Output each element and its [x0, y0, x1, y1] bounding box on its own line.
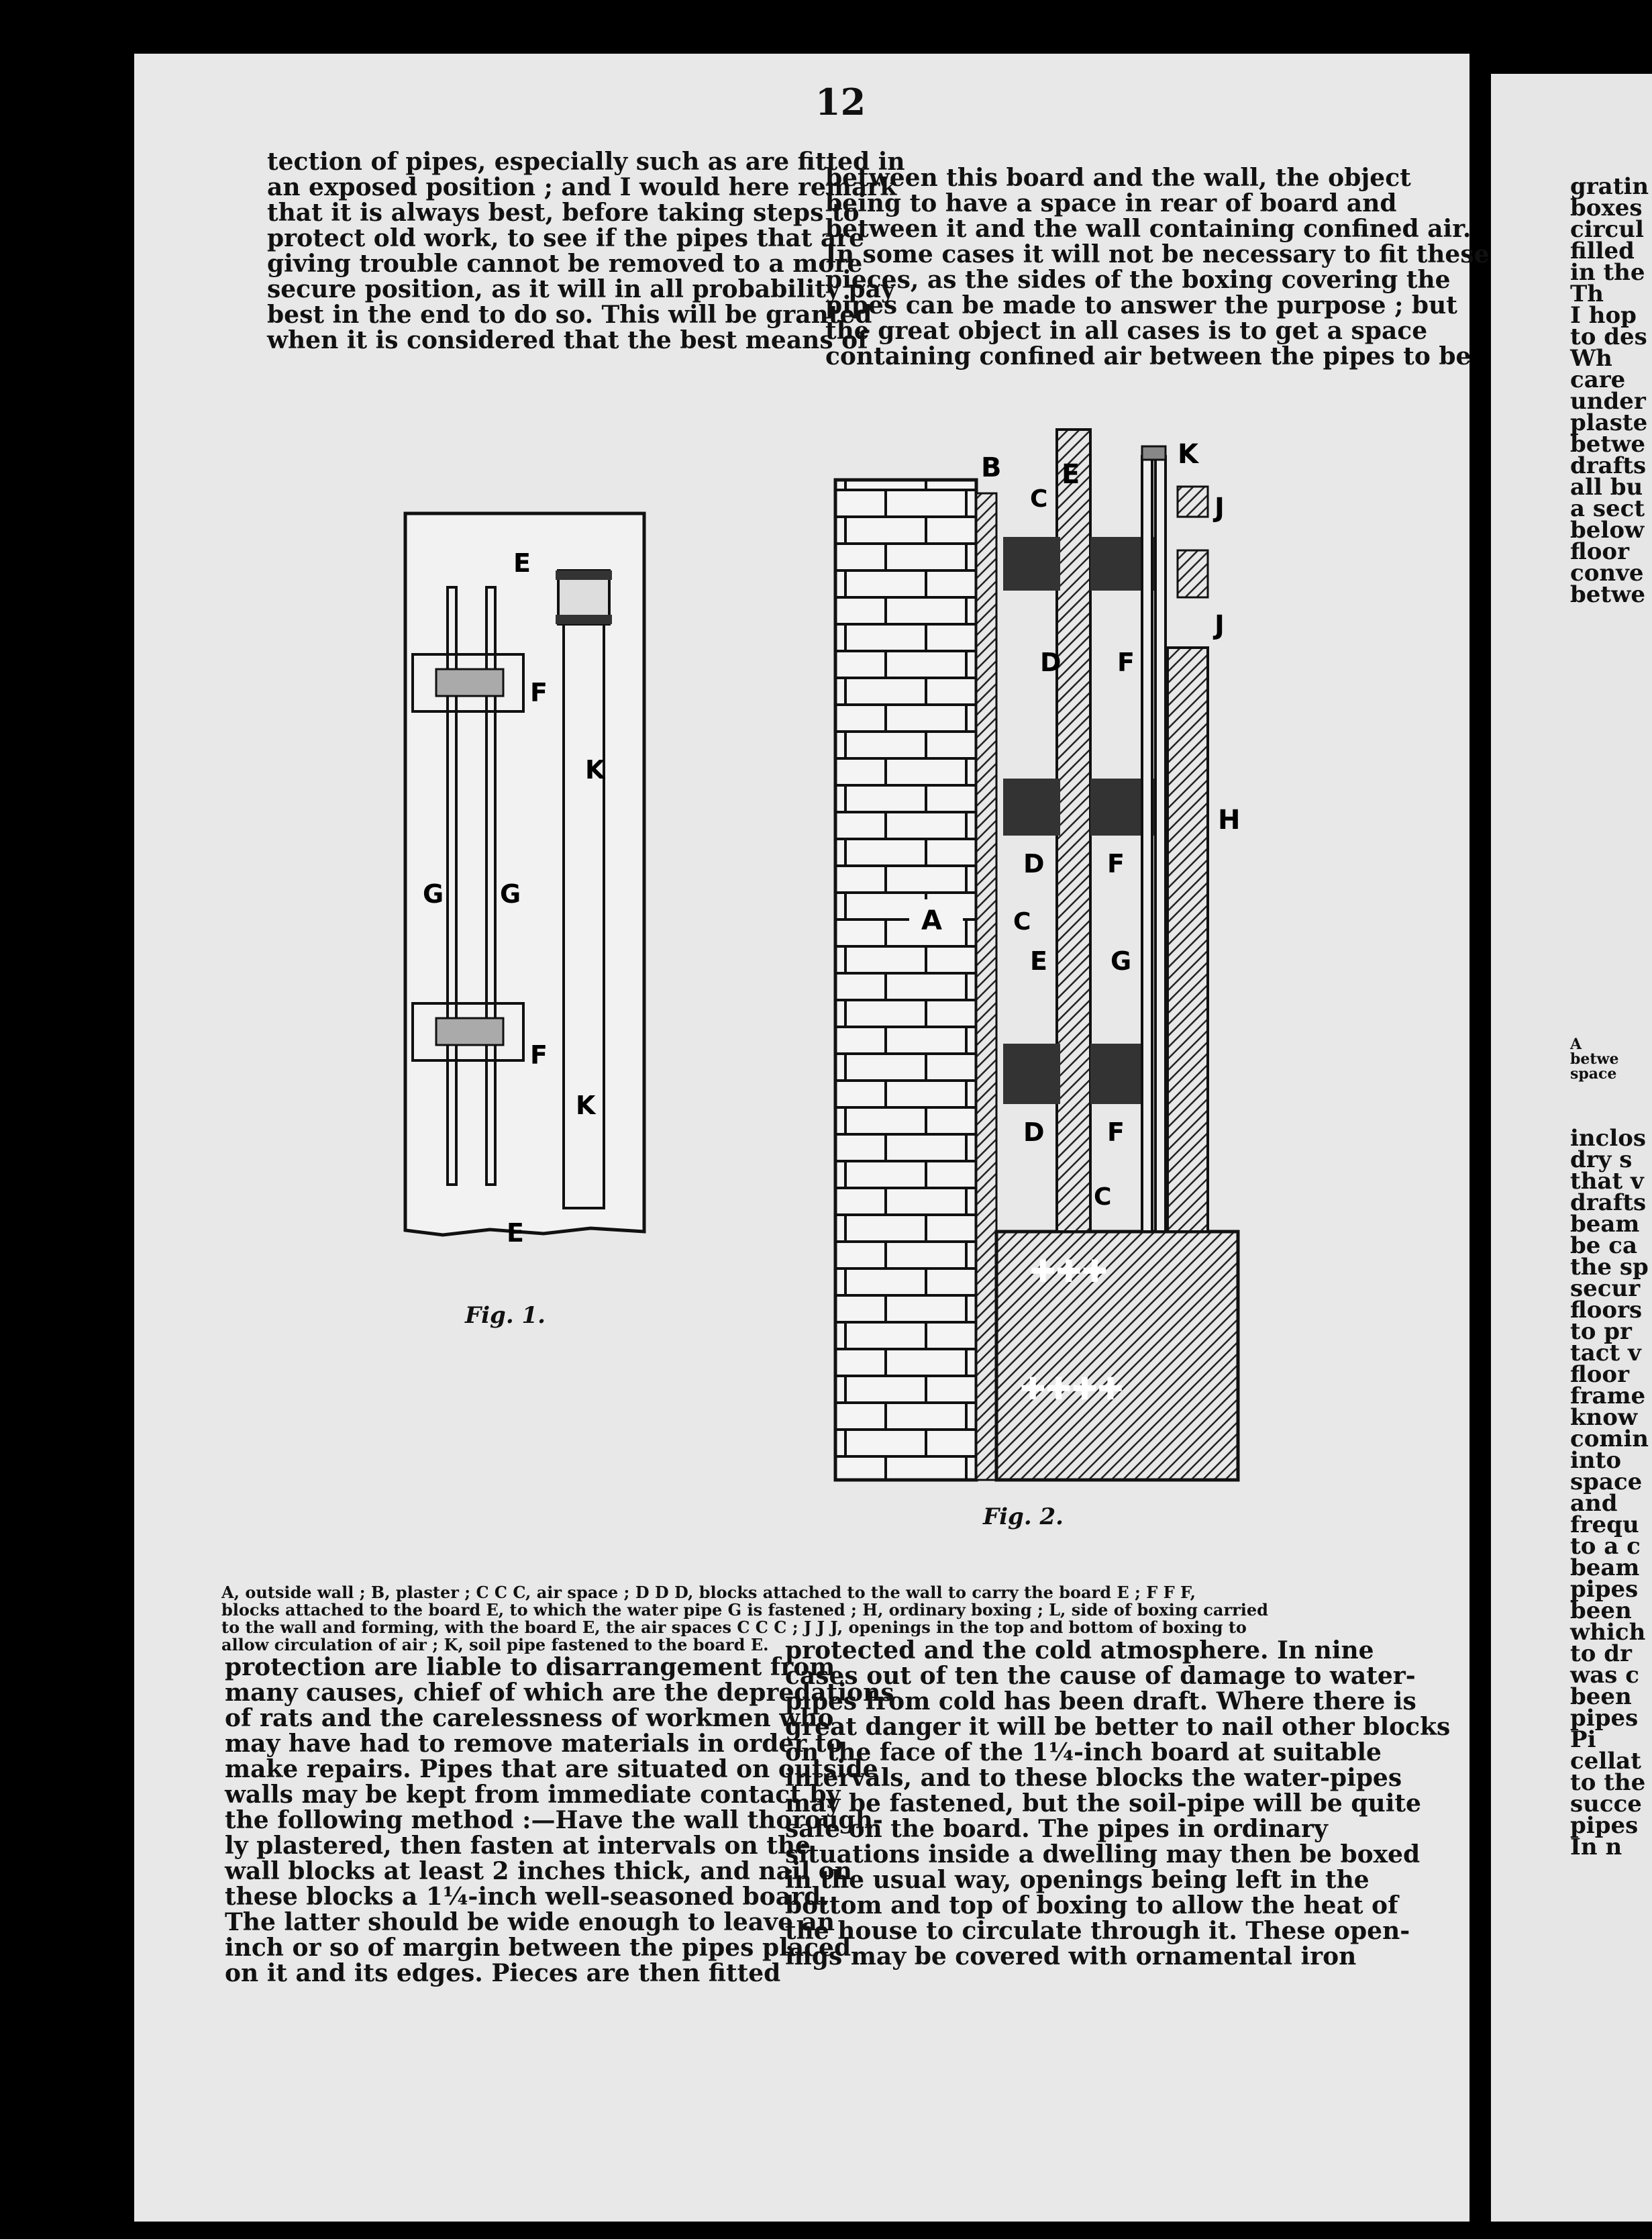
adjacent-bottom-line: to a c [1570, 1533, 1641, 1560]
fig2-label-a: A [921, 905, 942, 936]
adjacent-bottom-line: tact v [1570, 1340, 1641, 1366]
top-left-line: secure position, as it will in all probability pay [267, 275, 895, 303]
bottom-right-line: protected and the cold atmosphere. In nine [785, 1636, 1374, 1664]
figure-2-caption: Fig. 2. [983, 1503, 1064, 1530]
fig1-label-f-lower: F [530, 1040, 548, 1070]
adjacent-bottom-line: secur [1570, 1275, 1641, 1302]
figure-2-diagram [825, 409, 1261, 1483]
adjacent-bottom-line: been [1570, 1683, 1632, 1710]
page-number: 12 [815, 81, 866, 123]
adjacent-top-line: below [1570, 517, 1645, 544]
top-right-line: containing confined air between the pipes to be [825, 342, 1472, 370]
adjacent-bottom-line: that v [1570, 1168, 1644, 1195]
fig2-label-c-bottom: C [1094, 1183, 1112, 1211]
fig1-label-f-upper: F [530, 678, 548, 707]
adjacent-page-text-mid [1570, 1037, 1637, 1081]
adjacent-top-line: filled [1570, 238, 1635, 264]
top-right-line: In some cases it will not be necessary to fit these [825, 240, 1490, 268]
adjacent-bottom-line: to pr [1570, 1318, 1632, 1345]
adjacent-bottom-line: space [1570, 1469, 1643, 1495]
adjacent-bottom-line: cellat [1570, 1748, 1641, 1775]
fig1-label-g-right: G [500, 879, 521, 909]
adjacent-bottom-line: the sp [1570, 1254, 1649, 1281]
top-left-line: best in the end to do so. This will be granted [267, 301, 872, 329]
adjacent-bottom-line: been [1570, 1597, 1632, 1624]
adjacent-top-line: a sect [1570, 495, 1645, 522]
top-right-line: the great object in all cases is to get a space [825, 317, 1428, 345]
adjacent-bottom-line: dry s [1570, 1146, 1633, 1173]
bottom-left-line: make repairs. Pipes that are situated on outside [225, 1755, 878, 1783]
legend-line: A, outside wall ; B, plaster ; C C C, air space ; D D D, blocks attached to the wall to carry the board E ; F F F, [221, 1583, 1196, 1602]
legend-line: allow circulation of air ; K, soil pipe fastened to the board E. [221, 1635, 769, 1654]
fig2-label-e-mid: E [1030, 946, 1047, 976]
adjacent-top-line: boxes [1570, 195, 1643, 221]
adjacent-top-line: under [1570, 388, 1646, 415]
adjacent-top-line: in the [1570, 259, 1645, 286]
adjacent-bottom-line: pipes [1570, 1705, 1639, 1732]
fig2-label-f-2: F [1107, 849, 1125, 879]
fig2-label-d-3: D [1023, 1117, 1045, 1147]
adjacent-bottom-line: beam [1570, 1554, 1640, 1581]
adjacent-top-line: conve [1570, 560, 1644, 587]
adjacent-bottom-line: floors [1570, 1297, 1643, 1324]
adjacent-bottom-line: know [1570, 1404, 1638, 1431]
top-left-line: when it is considered that the best means of [267, 326, 868, 354]
fig2-label-k: K [1178, 439, 1198, 470]
adjacent-bottom-line: be ca [1570, 1232, 1637, 1259]
bottom-left-line: of rats and the carelessness of workmen who [225, 1704, 834, 1732]
adjacent-top-line: betwe [1570, 431, 1646, 458]
adjacent-top-line: drafts [1570, 452, 1647, 479]
bottom-right-line: ings may be covered with ornamental iron [785, 1942, 1357, 1971]
top-right-column [825, 164, 1490, 370]
adjacent-bottom-line: and [1570, 1490, 1618, 1517]
fig2-label-d-1: D [1040, 648, 1062, 677]
bottom-left-line: may have had to remove materials in order to [225, 1730, 843, 1758]
fig1-label-k-lower: K [576, 1091, 596, 1120]
adjacent-top-line: I hop [1570, 302, 1637, 329]
bottom-left-line: the following method :—Have the wall thorough- [225, 1806, 883, 1834]
top-left-line: an exposed position ; and I would here remark [267, 173, 897, 201]
bottom-left-line: protection are liable to disarrangement from [225, 1653, 835, 1681]
bottom-right-line: great danger it will be better to nail other blocks [785, 1713, 1451, 1741]
bottom-left-line: inch or so of margin between the pipes placed [225, 1934, 851, 1962]
adjacent-page-text-top [1570, 173, 1649, 608]
adjacent-bottom-line: drafts [1570, 1189, 1647, 1216]
bottom-left-line: wall blocks at least 2 inches thick, and nail on [225, 1857, 852, 1885]
fig2-label-g: G [1111, 946, 1132, 976]
bottom-right-line: safe on the board. The pipes in ordinary [785, 1815, 1328, 1843]
adjacent-bottom-line: to the [1570, 1769, 1646, 1796]
adjacent-top-line: to des [1570, 324, 1647, 350]
fig2-label-c-mid: C [1013, 908, 1031, 936]
adjacent-bottom-line: to dr [1570, 1640, 1632, 1667]
fig1-label-e-top: E [513, 548, 531, 578]
fig2-label-d-2: D [1023, 849, 1045, 879]
top-left-line: that it is always best, before taking steps to [267, 199, 860, 227]
adjacent-mid-line: space [1570, 1065, 1617, 1083]
fig2-label-b: B [981, 452, 1002, 483]
top-right-line: being to have a space in rear of board and [825, 189, 1397, 217]
fig2-label-e-top: E [1062, 459, 1080, 490]
adjacent-bottom-line: beam [1570, 1211, 1640, 1238]
bottom-right-line: intervals, and to these blocks the water-pipes [785, 1764, 1402, 1792]
bottom-left-line: these blocks a 1¼-inch well-seasoned board. [225, 1883, 829, 1911]
fig1-label-g-left: G [423, 879, 444, 909]
adjacent-top-line: gratin [1570, 173, 1649, 200]
adjacent-top-line: all bu [1570, 474, 1643, 501]
bottom-right-line: the house to circulate through it. These open- [785, 1917, 1410, 1945]
fig1-label-k-upper: K [585, 755, 605, 785]
bottom-left-line: many causes, chief of which are the depredations [225, 1679, 894, 1707]
fig2-label-f-1: F [1117, 648, 1135, 677]
top-left-line: giving trouble cannot be removed to a more [267, 250, 863, 278]
adjacent-bottom-line: frequ [1570, 1511, 1639, 1538]
bottom-right-line: may be fastened, but the soil-pipe will be quite [785, 1789, 1421, 1818]
fig2-label-j-2: J [1215, 610, 1225, 641]
adjacent-mid-line: A [1570, 1036, 1582, 1053]
bottom-right-line: cases out of ten the cause of damage to water- [785, 1662, 1416, 1690]
adjacent-bottom-line: into [1570, 1447, 1622, 1474]
adjacent-mid-line: betwe [1570, 1050, 1619, 1068]
top-left-line: protect old work, to see if the pipes that are [267, 224, 865, 252]
fig2-label-h: H [1218, 805, 1241, 836]
adjacent-bottom-line: In n [1570, 1834, 1622, 1860]
adjacent-bottom-line: was c [1570, 1662, 1639, 1689]
adjacent-top-line: care [1570, 366, 1626, 393]
legend-line: to the wall and forming, with the board E, the air spaces C C C ; J J J, openings in the top and bottom of boxing to [221, 1618, 1247, 1637]
svg-text:✚✚✚✚: ✚✚✚✚ [1020, 1371, 1124, 1407]
bottom-left-line: ly plastered, then fasten at intervals on the [225, 1832, 811, 1860]
adjacent-top-line: Th [1570, 281, 1604, 307]
bottom-left-line: on it and its edges. Pieces are then fitted [225, 1959, 781, 1987]
top-right-line: pieces, as the sides of the boxing covering the [825, 266, 1451, 294]
adjacent-bottom-line: pipes [1570, 1812, 1639, 1839]
fig2-label-j-1: J [1215, 493, 1225, 524]
fig1-label-e-bottom: E [507, 1218, 524, 1248]
bottom-right-column [785, 1636, 1451, 1971]
adjacent-top-line: floor [1570, 538, 1629, 565]
figure-1-diagram [389, 503, 658, 1248]
legend-line: blocks attached to the board E, to which the water pipe G is fastened ; H, ordinary boxing ; L, side of boxing carried [221, 1600, 1268, 1620]
bottom-right-line: on the face of the 1¼-inch board at suitable [785, 1738, 1382, 1767]
adjacent-top-line: betwe [1570, 581, 1646, 608]
adjacent-bottom-line: frame [1570, 1383, 1646, 1409]
top-right-line: between this board and the wall, the object [825, 164, 1411, 192]
top-right-line: between it and the wall containing confined air. [825, 215, 1472, 243]
bottom-right-line: bottom and top of boxing to allow the heat of [785, 1891, 1398, 1920]
adjacent-top-line: circul [1570, 216, 1644, 243]
top-left-column [267, 148, 905, 354]
bottom-right-line: pipes from cold has been draft. Where there is [785, 1687, 1416, 1715]
bottom-left-line: walls may be kept from immediate contact by [225, 1781, 841, 1809]
bottom-left-column [225, 1653, 894, 1987]
top-right-line: pipes can be made to answer the purpose ; but [825, 291, 1457, 319]
adjacent-bottom-line: floor [1570, 1361, 1629, 1388]
svg-text:✚✚✚: ✚✚✚ [1030, 1253, 1108, 1289]
bottom-right-line: situations inside a dwelling may then be boxed [785, 1840, 1421, 1869]
adjacent-bottom-line: inclos [1570, 1125, 1647, 1152]
bottom-right-line: in the usual way, openings being left in the [785, 1866, 1370, 1894]
top-left-line: tection of pipes, especially such as are fitted in [267, 148, 905, 176]
adjacent-bottom-line: which [1570, 1619, 1646, 1646]
adjacent-bottom-line: pipes [1570, 1576, 1639, 1603]
fig2-label-f-3: F [1107, 1117, 1125, 1147]
adjacent-top-line: plaste [1570, 409, 1648, 436]
bottom-left-line: The latter should be wide enough to leave an [225, 1908, 835, 1936]
adjacent-top-line: Wh [1570, 345, 1612, 372]
adjacent-bottom-line: succe [1570, 1791, 1642, 1818]
figure-1-caption: Fig. 1. [465, 1302, 546, 1329]
adjacent-page-text-bottom [1570, 1125, 1649, 1860]
adjacent-bottom-line: Pi [1570, 1726, 1596, 1753]
adjacent-bottom-line: comin [1570, 1426, 1649, 1452]
fig2-label-c-top: C [1030, 485, 1048, 513]
